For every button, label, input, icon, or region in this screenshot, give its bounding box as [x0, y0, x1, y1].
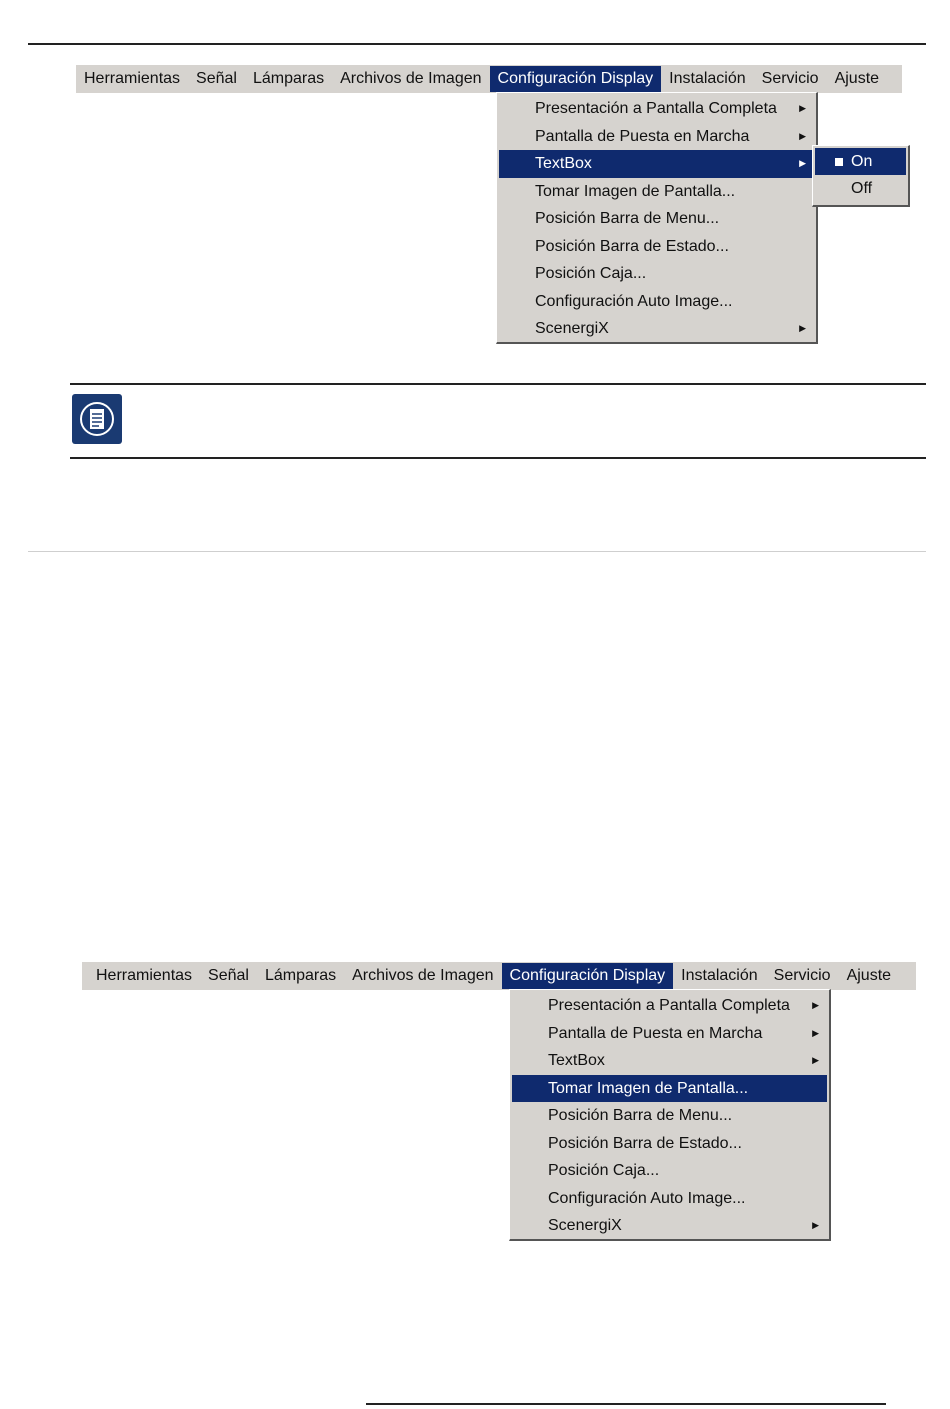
top-rule [28, 43, 926, 45]
dd-item-textbox[interactable] [512, 1047, 827, 1075]
dd-item-label: ScenergiX [548, 1217, 622, 1234]
submenu-item-label: On [851, 153, 873, 170]
dd-item-label: Configuración Auto Image... [535, 292, 733, 310]
menu-archivos-de-imagen[interactable]: Archivos de Imagen [340, 70, 482, 87]
submenu-arrow-icon: ▶ [812, 1000, 819, 1010]
submenu-arrow-icon: ▶ [799, 323, 806, 333]
section-divider [28, 551, 926, 552]
dd-item-posicion-caja[interactable] [499, 260, 814, 288]
submenu-textbox [812, 145, 910, 207]
submenu-arrow-icon: ▶ [799, 130, 806, 141]
menu-lamparas[interactable]: Lámparas [252, 70, 325, 87]
dd-item-label: Pantalla de Puesta en Marcha [548, 1024, 763, 1042]
submenu-item-on[interactable] [815, 148, 906, 175]
footer-rule [366, 1403, 886, 1405]
dd-item-label: Tomar Imagen de Pantalla... [535, 182, 736, 200]
menu-servicio[interactable]: Servicio [773, 967, 831, 984]
menu-archivos-de-imagen[interactable]: Archivos de Imagen [352, 967, 494, 984]
dd-item-scenergix[interactable] [499, 315, 814, 343]
dd-item-label: Pantalla de Puesta en Marcha [535, 127, 750, 145]
dd-item-presentacion[interactable] [499, 95, 814, 123]
dd-item-tomar-imagen[interactable] [499, 178, 814, 206]
dd-item-label: Posición Barra de Estado... [535, 237, 729, 255]
dd-item-pantalla-puesta[interactable] [512, 1020, 827, 1048]
dd-item-label: Posición Barra de Menu... [548, 1107, 733, 1124]
menu-configuracion-display[interactable]: Configuración Display [490, 66, 662, 92]
note-icon [72, 394, 122, 444]
dd-item-label: Presentación a Pantalla Completa [548, 997, 790, 1014]
submenu-item-label: Off [851, 180, 873, 197]
dd-item-textbox[interactable] [499, 150, 814, 178]
submenu-item-off[interactable] [815, 175, 906, 202]
dd-item-posicion-barra-estado[interactable] [512, 1130, 827, 1158]
menu-lamparas[interactable]: Lámparas [264, 967, 337, 984]
document-icon [80, 400, 114, 438]
dd-item-label: Posición Barra de Menu... [535, 210, 720, 227]
menu-ajuste[interactable]: Ajuste [834, 70, 880, 87]
dd-item-label: Posición Barra de Estado... [548, 1134, 742, 1152]
dd-item-label: Posición Caja... [535, 265, 647, 282]
menu-configuracion-display[interactable]: Configuración Display [502, 963, 674, 989]
menu-instalacion[interactable]: Instalación [681, 967, 758, 984]
menu-herramientas[interactable]: Herramientas [84, 70, 181, 87]
dd-item-label: Presentación a Pantalla Completa [535, 100, 777, 117]
submenu-arrow-icon: ▶ [799, 103, 806, 113]
dd-item-label: Tomar Imagen de Pantalla... [548, 1079, 749, 1097]
dd-item-label: ScenergiX [535, 320, 609, 337]
dd-item-posicion-barra-menu[interactable] [499, 205, 814, 233]
note-rule-bottom [70, 457, 926, 459]
submenu-arrow-icon: ▶ [812, 1220, 819, 1230]
dd-item-configuracion-auto-image[interactable] [512, 1185, 827, 1213]
menu-senal[interactable]: Señal [196, 70, 237, 87]
selected-square-icon [835, 158, 843, 166]
menu-servicio[interactable]: Servicio [761, 70, 819, 87]
dd-item-presentacion[interactable] [512, 992, 827, 1020]
note-rule-top [70, 383, 926, 385]
dd-item-configuracion-auto-image[interactable] [499, 288, 814, 316]
dd-item-label: TextBox [535, 155, 592, 172]
submenu-arrow-icon: ▶ [812, 1055, 819, 1065]
dd-item-posicion-barra-menu[interactable] [512, 1102, 827, 1130]
dd-item-label: Posición Caja... [548, 1162, 660, 1179]
submenu-arrow-icon: ▶ [799, 158, 806, 168]
dd-item-tomar-imagen[interactable] [512, 1075, 827, 1103]
dd-item-label: TextBox [548, 1052, 605, 1069]
dd-item-posicion-barra-estado[interactable] [499, 233, 814, 261]
dropdown-configuracion-display-1 [496, 92, 818, 344]
menu-instalacion[interactable]: Instalación [669, 70, 746, 87]
menubar-1 [76, 65, 902, 93]
dropdown-configuracion-display-2 [509, 989, 831, 1241]
menu-ajuste[interactable]: Ajuste [846, 967, 892, 984]
menu-senal[interactable]: Señal [208, 967, 249, 984]
menu-herramientas[interactable]: Herramientas [96, 967, 193, 984]
dd-item-pantalla-puesta[interactable] [499, 123, 814, 151]
menubar-2 [82, 962, 916, 990]
dd-item-posicion-caja[interactable] [512, 1157, 827, 1185]
submenu-arrow-icon: ▶ [812, 1027, 819, 1038]
dd-item-scenergix[interactable] [512, 1212, 827, 1240]
dd-item-label: Configuración Auto Image... [548, 1189, 746, 1207]
